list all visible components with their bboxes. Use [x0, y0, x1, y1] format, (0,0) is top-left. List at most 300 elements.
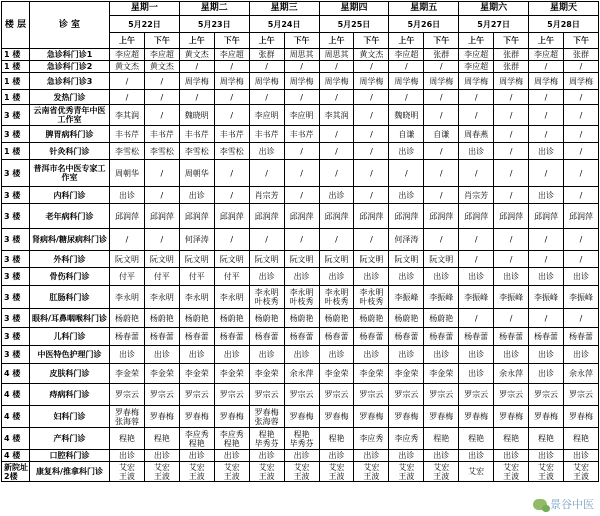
doctor-cell: 出诊 [563, 346, 598, 364]
doctor-cell: 余永萍 [563, 364, 598, 384]
doctor-cell: 出诊 [529, 268, 564, 286]
doctor-cell: / [494, 229, 529, 251]
doctor-cell: / [563, 229, 598, 251]
doctor-cell: 李振峰 [529, 286, 564, 309]
date-header: 5月27日 [459, 16, 529, 33]
doctor-cell: 付平 [214, 268, 249, 286]
doctor-cell: 李振峰 [563, 286, 598, 309]
am-header: 上午 [319, 33, 354, 49]
doctor-cell: / [110, 73, 145, 90]
room-header: 诊 室 [30, 2, 110, 49]
doctor-cell: / [563, 309, 598, 328]
doctor-cell: 程艳 毕秀芬 [284, 428, 319, 450]
doctor-cell: 程艳 毕秀芬 [249, 428, 284, 450]
room-cell: 康复科/推拿科门诊 [30, 462, 110, 482]
doctor-cell: 罗春梅 [459, 406, 494, 428]
doctor-cell: / [249, 160, 284, 187]
floor-cell: 4 楼 [2, 364, 30, 384]
doctor-cell: 何泽涛 [389, 229, 424, 251]
table-row [2, 384, 599, 406]
doctor-cell: 肖宗芳 [249, 187, 284, 204]
floor-cell: 3 楼 [2, 160, 30, 187]
doctor-cell: 艾宏 王波 [179, 462, 214, 482]
doctor-cell: / [424, 105, 459, 126]
doctor-cell: 周学梅 [459, 73, 494, 90]
doctor-cell: 杨春蕾 [214, 328, 249, 346]
doctor-cell: / [319, 229, 354, 251]
doctor-cell: 出诊 [284, 346, 319, 364]
floor-cell: 4 楼 [2, 450, 30, 462]
doctor-cell: 李雪松 [144, 143, 179, 160]
room-cell: 眼科/耳鼻咽喉科门诊 [30, 309, 110, 328]
room-cell: 内科门诊 [30, 187, 110, 204]
doctor-cell: 李金荣 [354, 364, 389, 384]
doctor-cell: 杨蔚艳 [144, 309, 179, 328]
pm-header: 下午 [354, 33, 389, 49]
doctor-cell: 出诊 [494, 450, 529, 462]
doctor-cell: / [284, 143, 319, 160]
doctor-cell: 罗宗云 [284, 384, 319, 406]
doctor-cell: 出诊 [459, 143, 494, 160]
doctor-cell: 邱润萍 [284, 204, 319, 229]
doctor-cell: 出诊 [354, 346, 389, 364]
floor-cell: 1 楼 [2, 143, 30, 160]
doctor-cell: 出诊 [494, 346, 529, 364]
am-header: 上午 [529, 33, 564, 49]
doctor-cell: 李金荣 [424, 364, 459, 384]
doctor-cell: 李金荣 [179, 364, 214, 384]
doctor-cell: 程艳 [563, 428, 598, 450]
doctor-cell: 出诊 [249, 143, 284, 160]
doctor-cell: / [494, 309, 529, 328]
doctor-cell: 出诊 [284, 450, 319, 462]
doctor-cell: 自谦 [424, 126, 459, 143]
doctor-cell: 阮文明 [214, 251, 249, 268]
doctor-cell: 出诊 [389, 268, 424, 286]
doctor-cell: 李金荣 [110, 364, 145, 384]
doctor-cell: / [424, 229, 459, 251]
doctor-cell: 李永明 [144, 286, 179, 309]
doctor-cell: 李永明 [110, 286, 145, 309]
date-header: 5月24日 [249, 16, 319, 33]
doctor-cell: / [354, 160, 389, 187]
doctor-cell: 李永明 叶枝秀 [284, 286, 319, 309]
room-cell: 口腔科门诊 [30, 450, 110, 462]
day-header: 星期天 [529, 2, 599, 16]
table-row [2, 309, 599, 328]
doctor-cell: / [214, 61, 249, 73]
floor-cell: 3 楼 [2, 204, 30, 229]
floor-cell: 1 楼 [2, 49, 30, 61]
doctor-cell: 李应超 [459, 49, 494, 61]
doctor-cell: 李应超 [459, 61, 494, 73]
doctor-cell: 出诊 [214, 346, 249, 364]
doctor-cell: 周学梅 [319, 73, 354, 90]
doctor-cell: 出诊 [389, 143, 424, 160]
doctor-cell: 杨春蕾 [284, 328, 319, 346]
table-row [2, 126, 599, 143]
doctor-cell: 周学梅 [179, 73, 214, 90]
doctor-cell: / [354, 126, 389, 143]
doctor-cell: 余永萍 [284, 364, 319, 384]
date-header: 5月22日 [110, 16, 180, 33]
doctor-cell: / [249, 229, 284, 251]
doctor-cell: / [389, 90, 424, 105]
table-row [2, 406, 599, 428]
am-header: 上午 [110, 33, 145, 49]
doctor-cell: 付平 [110, 268, 145, 286]
doctor-cell: 出诊 [144, 346, 179, 364]
doctor-cell: / [389, 61, 424, 73]
table-row [2, 49, 599, 61]
floor-cell: 3 楼 [2, 251, 30, 268]
doctor-cell: / [424, 90, 459, 105]
doctor-cell: / [389, 160, 424, 187]
doctor-cell: 杨蔚艳 [319, 309, 354, 328]
doctor-cell: 艾宏 [459, 462, 494, 482]
doctor-cell: 李雪松 [214, 143, 249, 160]
doctor-cell: 出诊 [529, 346, 564, 364]
doctor-cell: 出诊 [529, 143, 564, 160]
doctor-cell: 张群 [494, 61, 529, 73]
doctor-cell: 出诊 [424, 346, 459, 364]
doctor-cell: / [424, 61, 459, 73]
doctor-cell: 阮文明 [249, 251, 284, 268]
doctor-cell: / [354, 229, 389, 251]
doctor-cell: 程艳 [319, 428, 354, 450]
doctor-cell: 罗宗云 [354, 384, 389, 406]
doctor-cell: / [284, 229, 319, 251]
doctor-cell: 李其润 [319, 105, 354, 126]
doctor-cell: 出诊 [179, 346, 214, 364]
doctor-cell: 黄文杰 [110, 61, 145, 73]
doctor-cell: 李雪松 [179, 143, 214, 160]
doctor-cell: 罗春梅 [179, 406, 214, 428]
floor-cell: 1 楼 [2, 73, 30, 90]
doctor-cell: / [284, 90, 319, 105]
doctor-cell: 阮文明 [284, 251, 319, 268]
doctor-cell: 罗春梅 [319, 406, 354, 428]
doctor-cell: / [214, 90, 249, 105]
doctor-cell: 罗宗云 [319, 384, 354, 406]
doctor-cell: / [424, 143, 459, 160]
floor-cell: 3 楼 [2, 105, 30, 126]
doctor-cell: 出诊 [179, 450, 214, 462]
doctor-cell: 艾宏 王波 [144, 462, 179, 482]
doctor-cell: 周学梅 [354, 73, 389, 90]
doctor-cell: 杨春蕾 [389, 328, 424, 346]
doctor-cell: / [319, 61, 354, 73]
doctor-cell: / [459, 309, 494, 328]
doctor-cell: / [319, 126, 354, 143]
doctor-cell: 出诊 [389, 450, 424, 462]
table-row [2, 160, 599, 187]
floor-cell: 3 楼 [2, 346, 30, 364]
doctor-cell: / [529, 105, 564, 126]
doctor-cell: / [494, 105, 529, 126]
doctor-cell: 艾宏 王波 [110, 462, 145, 482]
doctor-cell: / [529, 90, 564, 105]
doctor-cell: 艾宏 王波 [249, 462, 284, 482]
doctor-cell: 杨春蕾 [494, 328, 529, 346]
doctor-cell: / [354, 143, 389, 160]
room-cell: 肛肠科门诊 [30, 286, 110, 309]
doctor-cell: 阮文明 [179, 251, 214, 268]
doctor-cell: / [424, 160, 459, 187]
doctor-cell: 出诊 [179, 187, 214, 204]
doctor-cell: 阮文明 [110, 251, 145, 268]
doctor-cell: / [494, 90, 529, 105]
doctor-cell: 出诊 [319, 268, 354, 286]
doctor-cell: 邱润萍 [494, 204, 529, 229]
doctor-cell: / [563, 160, 598, 187]
doctor-cell: / [214, 187, 249, 204]
table-row [2, 105, 599, 126]
doctor-cell: 李应秀 [389, 428, 424, 450]
doctor-cell: 杨蔚艳 [110, 309, 145, 328]
doctor-cell: 出诊 [110, 346, 145, 364]
doctor-cell: / [249, 61, 284, 73]
room-cell: 外科门诊 [30, 251, 110, 268]
doctor-cell: / [459, 160, 494, 187]
doctor-cell: / [110, 229, 145, 251]
doctor-cell: 邱润萍 [459, 204, 494, 229]
doctor-cell: / [319, 160, 354, 187]
doctor-cell: 李应秀 程艳 [179, 428, 214, 450]
room-cell: 妇科门诊 [30, 406, 110, 428]
doctor-cell: 出诊 [110, 187, 145, 204]
doctor-cell: 周春燕 [459, 126, 494, 143]
doctor-cell: 李应超 [529, 49, 564, 61]
table-row [2, 346, 599, 364]
doctor-cell: 周学梅 [284, 73, 319, 90]
doctor-cell: 出诊 [424, 450, 459, 462]
doctor-cell: 周朝华 [110, 160, 145, 187]
doctor-cell: 程艳 [110, 428, 145, 450]
doctor-cell: 李金荣 [214, 364, 249, 384]
day-header: 星期四 [319, 2, 389, 16]
doctor-cell: 出诊 [494, 268, 529, 286]
pm-header: 下午 [144, 33, 179, 49]
pm-header: 下午 [214, 33, 249, 49]
day-header: 星期六 [459, 2, 529, 16]
doctor-cell: 罗春梅 [144, 406, 179, 428]
doctor-cell: 罗宗云 [179, 384, 214, 406]
table-row [2, 73, 599, 90]
doctor-cell: 自谦 [389, 126, 424, 143]
floor-cell: 3 楼 [2, 309, 30, 328]
doctor-cell: 程艳 [529, 428, 564, 450]
pm-header: 下午 [563, 33, 598, 49]
doctor-cell: 罗宗云 [424, 384, 459, 406]
wechat-icon [533, 499, 547, 510]
doctor-cell: 李金荣 [249, 364, 284, 384]
table-row [2, 364, 599, 384]
doctor-cell: / [284, 61, 319, 73]
doctor-cell: 艾宏 王波 [214, 462, 249, 482]
doctor-cell: 周学梅 [529, 73, 564, 90]
floor-cell: 1 楼 [2, 61, 30, 73]
room-cell: 急诊科门诊3 [30, 73, 110, 90]
doctor-cell: 罗春梅 [354, 406, 389, 428]
doctor-cell: 出诊 [529, 364, 564, 384]
doctor-cell: 罗春梅 [214, 406, 249, 428]
room-cell: 普洱市名中医专家工作室 [30, 160, 110, 187]
room-cell: 急诊科门诊1 [30, 49, 110, 61]
day-header: 星期三 [249, 2, 319, 16]
doctor-cell: 李其润 [110, 105, 145, 126]
doctor-cell: 丰书芹 [144, 126, 179, 143]
doctor-cell: 出诊 [459, 450, 494, 462]
doctor-cell: / [179, 90, 214, 105]
table-row [2, 268, 599, 286]
table-row [2, 187, 599, 204]
doctor-cell: 邱润萍 [214, 204, 249, 229]
table-row [2, 229, 599, 251]
doctor-cell: / [214, 105, 249, 126]
doctor-cell: 杨蔚艳 [424, 309, 459, 328]
doctor-cell: 罗宗云 [459, 384, 494, 406]
doctor-cell: 肖宗芳 [459, 187, 494, 204]
doctor-cell: 李振峰 [494, 286, 529, 309]
doctor-cell: 李金荣 [389, 364, 424, 384]
doctor-cell: / [563, 143, 598, 160]
doctor-cell: / [354, 61, 389, 73]
doctor-cell: 邱润萍 [319, 204, 354, 229]
doctor-cell: 李应秀 程艳 [214, 428, 249, 450]
am-header: 上午 [459, 33, 494, 49]
doctor-cell: / [144, 90, 179, 105]
doctor-cell: 杨春蕾 [459, 328, 494, 346]
doctor-cell: 周学梅 [424, 73, 459, 90]
room-cell: 产科门诊 [30, 428, 110, 450]
doctor-cell: 出诊 [529, 187, 564, 204]
pm-header: 下午 [424, 33, 459, 49]
doctor-cell: 出诊 [563, 450, 598, 462]
doctor-cell: 周思其 [284, 49, 319, 61]
doctor-cell: 罗宗云 [389, 384, 424, 406]
floor-cell: 3 楼 [2, 187, 30, 204]
doctor-cell: 阮文明 [319, 251, 354, 268]
doctor-cell: 罗春梅 张海蓉 [110, 406, 145, 428]
doctor-cell: 李应超 [389, 49, 424, 61]
doctor-cell: 罗春梅 [529, 406, 564, 428]
doctor-cell: 出诊 [389, 346, 424, 364]
doctor-cell: 杨蔚艳 [249, 309, 284, 328]
doctor-cell: / [319, 143, 354, 160]
doctor-cell: / [249, 90, 284, 105]
doctor-cell: 邱润萍 [249, 204, 284, 229]
doctor-cell: 杨春蕾 [354, 328, 389, 346]
room-cell: 急诊科门诊2 [30, 61, 110, 73]
doctor-cell: 邱润萍 [354, 204, 389, 229]
floor-header: 楼 层 [2, 2, 30, 49]
am-header: 上午 [389, 33, 424, 49]
doctor-cell: 邱润萍 [110, 204, 145, 229]
doctor-cell: 李永明 叶枝秀 [249, 286, 284, 309]
doctor-cell: / [494, 187, 529, 204]
floor-cell: 3 楼 [2, 286, 30, 309]
doctor-cell: / [144, 187, 179, 204]
doctor-cell: 杨春蕾 [110, 328, 145, 346]
table-row [2, 328, 599, 346]
doctor-cell: 魏晓明 [389, 105, 424, 126]
doctor-cell: / [354, 90, 389, 105]
doctor-cell: 邱润萍 [179, 204, 214, 229]
watermark-text: 景谷中医 [550, 498, 594, 511]
doctor-cell: 李应明 [249, 105, 284, 126]
room-cell: 云南省优秀青年中医工作室 [30, 105, 110, 126]
table-row [2, 286, 599, 309]
doctor-cell: 罗宗云 [144, 384, 179, 406]
doctor-cell: 李振峰 [389, 286, 424, 309]
doctor-cell: 艾宏 王波 [494, 462, 529, 482]
doctor-cell: 付平 [144, 268, 179, 286]
doctor-cell: / [214, 229, 249, 251]
doctor-cell: 出诊 [284, 268, 319, 286]
room-cell: 针灸科门诊 [30, 143, 110, 160]
doctor-cell: 周学梅 [249, 73, 284, 90]
date-header: 5月26日 [389, 16, 459, 33]
doctor-cell: 周学梅 [389, 73, 424, 90]
am-header: 上午 [249, 33, 284, 49]
room-cell: 老年病科门诊 [30, 204, 110, 229]
table-row [2, 61, 599, 73]
doctor-cell: 出诊 [319, 450, 354, 462]
doctor-cell: 周朝华 [179, 160, 214, 187]
doctor-cell: 杨春蕾 [563, 328, 598, 346]
floor-cell: 4 楼 [2, 384, 30, 406]
doctor-cell: 阮文明 [354, 251, 389, 268]
doctor-cell: 李应明 [284, 105, 319, 126]
doctor-cell: 出诊 [319, 346, 354, 364]
doctor-cell: / [563, 105, 598, 126]
room-cell: 肾病科/糖尿病科门诊 [30, 229, 110, 251]
doctor-cell: 出诊 [214, 450, 249, 462]
doctor-cell: 魏晓明 [179, 105, 214, 126]
doctor-cell: 艾宏 王波 [354, 462, 389, 482]
doctor-cell: / [424, 187, 459, 204]
doctor-cell: / [459, 229, 494, 251]
doctor-cell: 杨春蕾 [249, 328, 284, 346]
room-cell: 骨伤科门诊 [30, 268, 110, 286]
doctor-cell: / [529, 229, 564, 251]
doctor-cell: / [284, 187, 319, 204]
doctor-cell: 杨春蕾 [319, 328, 354, 346]
date-header: 5月25日 [319, 16, 389, 33]
doctor-cell: 杨蔚艳 [284, 309, 319, 328]
doctor-cell: 李应超 [214, 49, 249, 61]
doctor-cell: 何泽涛 [179, 229, 214, 251]
doctor-cell: / [144, 105, 179, 126]
floor-cell: 4 楼 [2, 406, 30, 428]
floor-cell: 新院址2楼 [2, 462, 30, 482]
doctor-cell: / [144, 160, 179, 187]
doctor-cell: 张群 [424, 49, 459, 61]
doctor-cell: 罗春梅 [389, 406, 424, 428]
doctor-cell: 程艳 [494, 428, 529, 450]
room-cell: 皮肤科门诊 [30, 364, 110, 384]
doctor-cell: / [144, 73, 179, 90]
doctor-cell: 罗春梅 [284, 406, 319, 428]
doctor-cell: 阮文明 [389, 251, 424, 268]
doctor-cell: 丰书芹 [249, 126, 284, 143]
doctor-cell: 程艳 [144, 428, 179, 450]
doctor-cell: 杨蔚艳 [354, 309, 389, 328]
doctor-cell: 罗春梅 [424, 406, 459, 428]
date-header: 5月23日 [179, 16, 249, 33]
doctor-cell: 杨春蕾 [424, 328, 459, 346]
